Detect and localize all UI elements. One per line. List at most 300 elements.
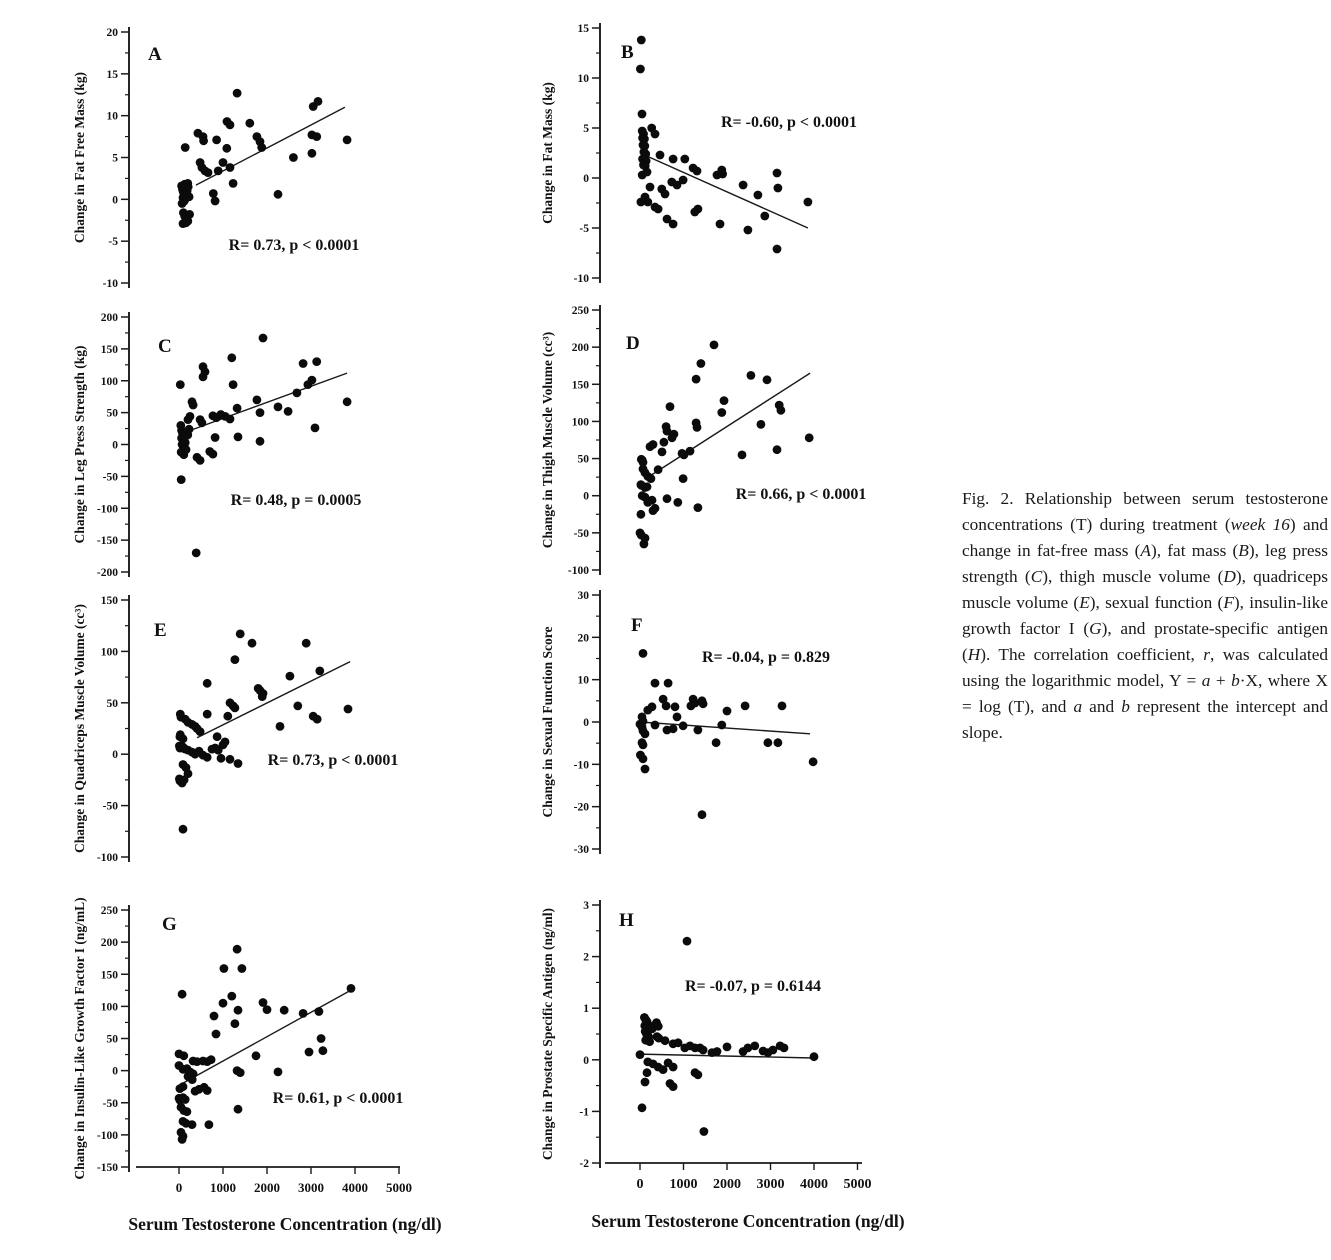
y-tick-label: -100	[96, 1129, 118, 1142]
y-axis-label: Change in Prostate Specific Antigen (ng/ml)	[540, 907, 555, 1161]
data-point	[716, 220, 725, 229]
x-tick-label: 2000	[254, 1180, 280, 1195]
caption-segment: ), quadriceps muscle volume (	[962, 567, 1329, 612]
data-point	[234, 1105, 243, 1114]
data-point	[658, 448, 667, 457]
data-point	[698, 810, 707, 819]
panel-letter: G	[162, 914, 177, 935]
caption-italic-segment: b	[1121, 697, 1130, 716]
data-point	[669, 1063, 678, 1072]
y-axis-label: Change in Fat Free Mass (kg)	[72, 71, 87, 244]
data-point	[777, 406, 786, 415]
y-tick-label: 1	[583, 1003, 589, 1016]
data-point	[179, 1051, 188, 1060]
data-point	[185, 210, 194, 219]
data-point	[654, 1022, 663, 1031]
y-tick-label: -10	[102, 278, 118, 290]
data-point	[257, 143, 266, 152]
data-point	[274, 403, 283, 412]
data-point	[203, 679, 212, 688]
data-point	[773, 245, 782, 254]
caption-segment: +	[1210, 671, 1232, 690]
y-tick-label: 3	[583, 900, 589, 912]
caption-italic-segment: D	[1223, 567, 1236, 586]
data-point	[673, 713, 682, 722]
x-tick-label: 5000	[386, 1180, 412, 1195]
data-point	[179, 450, 188, 459]
caption-segment: , was calculated using the logarithmic model, Y =	[962, 645, 1329, 690]
data-point	[639, 754, 648, 763]
data-point	[256, 437, 265, 446]
x-tick-label: 5000	[843, 1177, 872, 1192]
data-point	[760, 212, 769, 221]
data-point	[679, 176, 688, 185]
y-tick-label: 30	[577, 590, 589, 602]
y-axis-label: Change in Quadriceps Muscle Volume (cc³)	[72, 604, 87, 853]
data-point	[741, 702, 750, 711]
data-point	[750, 1042, 759, 1051]
data-point	[233, 945, 242, 954]
correlation-annotation: R= 0.61, p < 0.0001	[272, 1090, 404, 1107]
data-point	[236, 1068, 245, 1077]
data-point	[649, 440, 658, 449]
caption-segment: ). The correlation coefficient,	[980, 645, 1204, 664]
data-point	[640, 540, 649, 549]
caption-italic-segment: week 16	[1230, 515, 1290, 534]
data-point	[809, 757, 818, 766]
x-tick-label: 4000	[342, 1180, 368, 1195]
data-point	[693, 423, 702, 432]
data-point	[211, 197, 220, 206]
y-tick-label: -100	[567, 565, 589, 577]
data-point	[238, 964, 247, 973]
data-point	[305, 1048, 314, 1057]
regression-line	[640, 1054, 813, 1058]
data-point	[276, 722, 285, 731]
data-point	[780, 1044, 789, 1053]
data-point	[203, 1086, 212, 1095]
y-tick-label: 20	[577, 632, 589, 645]
data-point	[641, 765, 650, 774]
panel-D	[540, 305, 866, 577]
data-point	[210, 1012, 219, 1021]
data-point	[199, 373, 208, 382]
data-point	[284, 407, 293, 416]
data-point	[747, 371, 756, 380]
panel-letter: D	[626, 333, 640, 354]
data-point	[645, 1037, 654, 1046]
data-point	[773, 445, 782, 454]
panel-B	[540, 23, 857, 285]
y-tick-label: -20	[573, 801, 589, 814]
y-tick-label: -50	[102, 1097, 118, 1110]
data-point	[207, 1055, 216, 1064]
panel-letter: H	[619, 910, 634, 931]
data-point	[671, 702, 680, 711]
correlation-annotation: R= 0.48, p = 0.0005	[230, 492, 362, 509]
figure-caption	[962, 486, 1328, 746]
data-point	[804, 198, 813, 207]
x-tick-label: 0	[636, 1177, 644, 1192]
data-point	[179, 825, 188, 834]
y-tick-label: 0	[583, 490, 589, 503]
y-tick-label: 100	[100, 375, 118, 388]
data-point	[720, 396, 729, 405]
y-tick-label: -1	[579, 1106, 589, 1119]
data-point	[687, 702, 696, 711]
y-tick-label: 10	[577, 73, 589, 85]
y-tick-label: 5	[583, 123, 589, 135]
data-point	[317, 1034, 326, 1043]
data-point	[651, 721, 660, 730]
data-point	[188, 1075, 197, 1084]
data-point	[637, 198, 646, 207]
data-point	[810, 1052, 819, 1061]
data-point	[669, 724, 678, 733]
caption-italic-segment: B	[1238, 541, 1249, 560]
data-point	[654, 205, 663, 214]
caption-segment: Fig. 2. Relationship between serum testosterone concentrations (T) during treatment (	[962, 489, 1328, 534]
data-point	[313, 715, 322, 724]
data-point	[179, 1082, 188, 1091]
data-point	[184, 415, 193, 424]
data-point	[198, 418, 207, 427]
y-tick-label: -50	[102, 800, 118, 813]
panel-letter: F	[631, 615, 643, 636]
data-point	[637, 510, 646, 519]
data-point	[236, 630, 245, 639]
x-tick-label: 4000	[800, 1177, 828, 1192]
y-tick-label: 100	[100, 646, 118, 659]
data-point	[643, 482, 652, 491]
y-tick-label: -50	[102, 471, 118, 484]
data-point	[717, 721, 726, 730]
data-point	[181, 1095, 190, 1104]
data-point	[697, 359, 706, 368]
caption-segment: ), sexual function (	[1089, 593, 1224, 612]
correlation-annotation: R= 0.66, p < 0.0001	[735, 486, 867, 503]
y-axis-label: Change in Fat Mass (kg)	[540, 82, 555, 224]
data-point	[181, 143, 190, 152]
data-point	[311, 424, 320, 433]
data-point	[713, 1047, 722, 1056]
y-tick-label: 0	[112, 194, 118, 207]
y-tick-label: 50	[106, 1033, 118, 1046]
regression-line	[647, 373, 810, 478]
data-point	[229, 380, 238, 389]
data-point	[718, 170, 727, 179]
data-point	[694, 1070, 703, 1079]
panel-letter: B	[621, 42, 634, 63]
y-tick-label: 250	[100, 905, 118, 917]
caption-segment: ·X, where X = log (T), and	[962, 671, 1328, 716]
data-point	[639, 649, 648, 658]
data-point	[668, 433, 677, 442]
data-point	[723, 1043, 732, 1052]
data-point	[744, 226, 753, 235]
data-point	[217, 754, 226, 763]
y-tick-label: 20	[106, 27, 118, 39]
panel-G	[72, 897, 442, 1234]
caption-segment: ) and change in fat-free mass (	[962, 515, 1329, 560]
data-point	[214, 167, 223, 176]
y-tick-label: 0	[112, 1065, 118, 1078]
caption-italic-segment: E	[1079, 593, 1090, 612]
y-tick-label: 200	[571, 342, 589, 355]
data-point	[663, 494, 672, 503]
data-point	[692, 375, 701, 384]
data-point	[662, 702, 671, 711]
data-point	[656, 151, 665, 160]
y-tick-label: -30	[573, 844, 589, 856]
data-point	[638, 171, 647, 180]
y-tick-label: 0	[583, 717, 589, 729]
data-point	[286, 672, 295, 681]
data-point	[212, 1030, 221, 1039]
caption-italic-segment: b	[1231, 671, 1240, 690]
data-point	[245, 119, 254, 128]
data-point	[694, 205, 703, 214]
data-point	[660, 438, 669, 447]
data-point	[669, 155, 678, 164]
data-point	[253, 396, 262, 405]
panel-A	[72, 27, 359, 290]
data-point	[203, 753, 212, 762]
y-axis-label: Change in Insulin-Like Growth Factor I (ng/mL)	[72, 897, 87, 1180]
y-tick-label: 5	[112, 152, 118, 165]
data-point	[205, 447, 214, 456]
data-point	[280, 1006, 289, 1015]
data-point	[669, 1082, 678, 1091]
data-point	[654, 465, 663, 474]
y-tick-label: 0	[112, 439, 118, 452]
data-point	[651, 679, 660, 688]
data-point	[299, 359, 308, 368]
data-point	[774, 184, 783, 193]
y-tick-label: 100	[571, 416, 589, 429]
y-axis-label: Change in Leg Press Strength (kg)	[72, 345, 87, 544]
y-tick-label: -200	[96, 567, 118, 579]
data-point	[679, 474, 688, 483]
data-point	[185, 425, 194, 434]
data-point	[347, 984, 356, 993]
data-point	[188, 1120, 197, 1129]
data-point	[666, 402, 675, 411]
y-tick-label: -100	[96, 503, 118, 516]
caption-italic-segment: a	[1073, 697, 1083, 716]
y-tick-label: -10	[573, 273, 589, 285]
y-axis-label: Change in Sexual Function Score	[540, 626, 555, 818]
data-point	[699, 699, 708, 708]
data-point	[212, 136, 221, 145]
data-point	[723, 707, 732, 716]
data-point	[203, 710, 212, 719]
caption-segment: ), leg press strength (	[962, 541, 1328, 586]
data-point	[661, 190, 670, 199]
data-point	[196, 456, 205, 465]
data-point	[693, 167, 702, 176]
data-point	[196, 727, 205, 736]
data-point	[178, 990, 187, 999]
data-point	[259, 334, 268, 343]
data-point	[683, 937, 692, 946]
data-point	[233, 404, 242, 413]
data-point	[227, 353, 236, 362]
data-point	[754, 191, 763, 200]
data-point	[274, 1068, 283, 1077]
data-point	[222, 144, 231, 153]
x-tick-label: 3000	[298, 1180, 324, 1195]
caption-segment: ), fat mass (	[1150, 541, 1239, 560]
y-tick-label: 150	[100, 343, 118, 356]
data-point	[219, 999, 228, 1008]
y-tick-label: 150	[571, 379, 589, 392]
data-point	[183, 1107, 192, 1116]
caption-segment: ), thigh muscle volume (	[1042, 567, 1224, 586]
data-point	[226, 121, 235, 130]
data-point	[636, 1050, 645, 1059]
data-point	[641, 1078, 650, 1087]
data-point	[302, 639, 311, 648]
data-point	[647, 474, 656, 483]
data-point	[739, 181, 748, 190]
y-tick-label: 150	[100, 595, 118, 607]
panel-C	[72, 312, 361, 579]
data-point	[649, 506, 658, 515]
data-point	[293, 389, 302, 398]
data-point	[686, 447, 695, 456]
data-point	[638, 110, 647, 119]
correlation-annotation: R= -0.07, p = 0.6144	[684, 978, 822, 995]
x-tick-label: 1000	[210, 1180, 236, 1195]
data-point	[763, 375, 772, 384]
data-point	[178, 1135, 187, 1144]
data-point	[205, 1120, 214, 1129]
correlation-annotation: R= 0.73, p < 0.0001	[267, 752, 399, 769]
x-tick-label: 2000	[713, 1177, 741, 1192]
data-point	[710, 341, 719, 350]
data-point	[717, 408, 726, 417]
y-tick-label: 150	[100, 969, 118, 982]
y-tick-label: 50	[577, 453, 589, 466]
y-tick-label: 15	[106, 68, 118, 81]
data-point	[664, 679, 673, 688]
data-point	[221, 738, 230, 747]
y-tick-label: 0	[583, 173, 589, 185]
data-point	[223, 712, 232, 721]
data-point	[192, 549, 201, 558]
caption-italic-segment: a	[1201, 671, 1211, 690]
y-tick-label: -10	[573, 759, 589, 772]
correlation-annotation: R= 0.73, p < 0.0001	[228, 237, 360, 254]
data-point	[231, 655, 240, 664]
regression-line	[197, 662, 350, 738]
y-tick-label: 0	[583, 1054, 589, 1067]
data-point	[805, 433, 814, 442]
data-point	[248, 639, 257, 648]
data-point	[234, 759, 243, 768]
data-point	[712, 738, 721, 747]
data-point	[177, 475, 186, 484]
data-point	[204, 168, 213, 177]
data-point	[226, 415, 235, 424]
y-tick-label: 15	[577, 23, 589, 35]
caption-italic-segment: G	[1089, 619, 1102, 638]
y-tick-label: -5	[108, 236, 118, 249]
data-point	[199, 136, 208, 145]
data-point	[209, 189, 218, 198]
data-point	[312, 357, 321, 366]
data-point	[764, 738, 773, 747]
y-tick-label: 10	[106, 110, 118, 123]
data-point	[344, 705, 353, 714]
data-point	[293, 702, 302, 711]
panel-H	[540, 900, 905, 1231]
data-point	[178, 199, 187, 208]
x-axis-title: Serum Testosterone Concentration (ng/dl)	[128, 1214, 442, 1234]
caption-segment: represent the intercept and slope.	[962, 697, 1329, 742]
data-point	[274, 190, 283, 199]
caption-segment: ), insulin-like growth factor I (	[962, 593, 1328, 638]
data-point	[256, 408, 265, 417]
y-tick-label: 2	[583, 951, 589, 964]
data-point	[738, 451, 747, 460]
data-point	[757, 420, 766, 429]
data-point	[234, 1006, 243, 1015]
data-point	[673, 498, 682, 507]
data-point	[189, 401, 198, 410]
data-point	[220, 964, 229, 973]
data-point	[299, 1009, 308, 1018]
y-tick-label: 200	[100, 937, 118, 950]
data-point	[343, 136, 352, 145]
x-tick-label: 0	[175, 1180, 183, 1195]
data-point	[185, 192, 194, 201]
x-axis-title: Serum Testosterone Concentration (ng/dl)	[591, 1211, 905, 1231]
correlation-annotation: R= -0.60, p < 0.0001	[720, 114, 858, 131]
y-axis-label: Change in Thigh Muscle Volume (cc³)	[540, 331, 555, 549]
y-tick-label: -50	[573, 527, 589, 540]
data-point	[774, 738, 783, 747]
data-point	[636, 65, 645, 74]
y-tick-label: 200	[100, 312, 118, 324]
data-point	[312, 132, 321, 141]
data-point	[639, 741, 648, 750]
data-point	[637, 36, 646, 45]
data-point	[648, 496, 657, 505]
data-point	[694, 503, 703, 512]
y-tick-label: 50	[106, 697, 118, 710]
caption-italic-segment: H	[967, 645, 981, 664]
data-point	[211, 433, 220, 442]
data-point	[180, 776, 189, 785]
y-tick-label: 10	[577, 674, 589, 687]
data-point	[289, 153, 298, 162]
y-tick-label: 100	[100, 1001, 118, 1014]
y-tick-label: 0	[112, 749, 118, 762]
caption-italic-segment: C	[1030, 567, 1043, 586]
data-point	[229, 179, 238, 188]
data-point	[643, 1068, 652, 1077]
data-point	[263, 1005, 272, 1014]
data-point	[651, 130, 660, 139]
panel-F	[540, 590, 830, 856]
data-point	[700, 1127, 709, 1136]
data-point	[252, 1051, 261, 1060]
panel-E	[72, 595, 398, 864]
data-point	[184, 182, 193, 191]
data-point	[315, 1007, 324, 1016]
